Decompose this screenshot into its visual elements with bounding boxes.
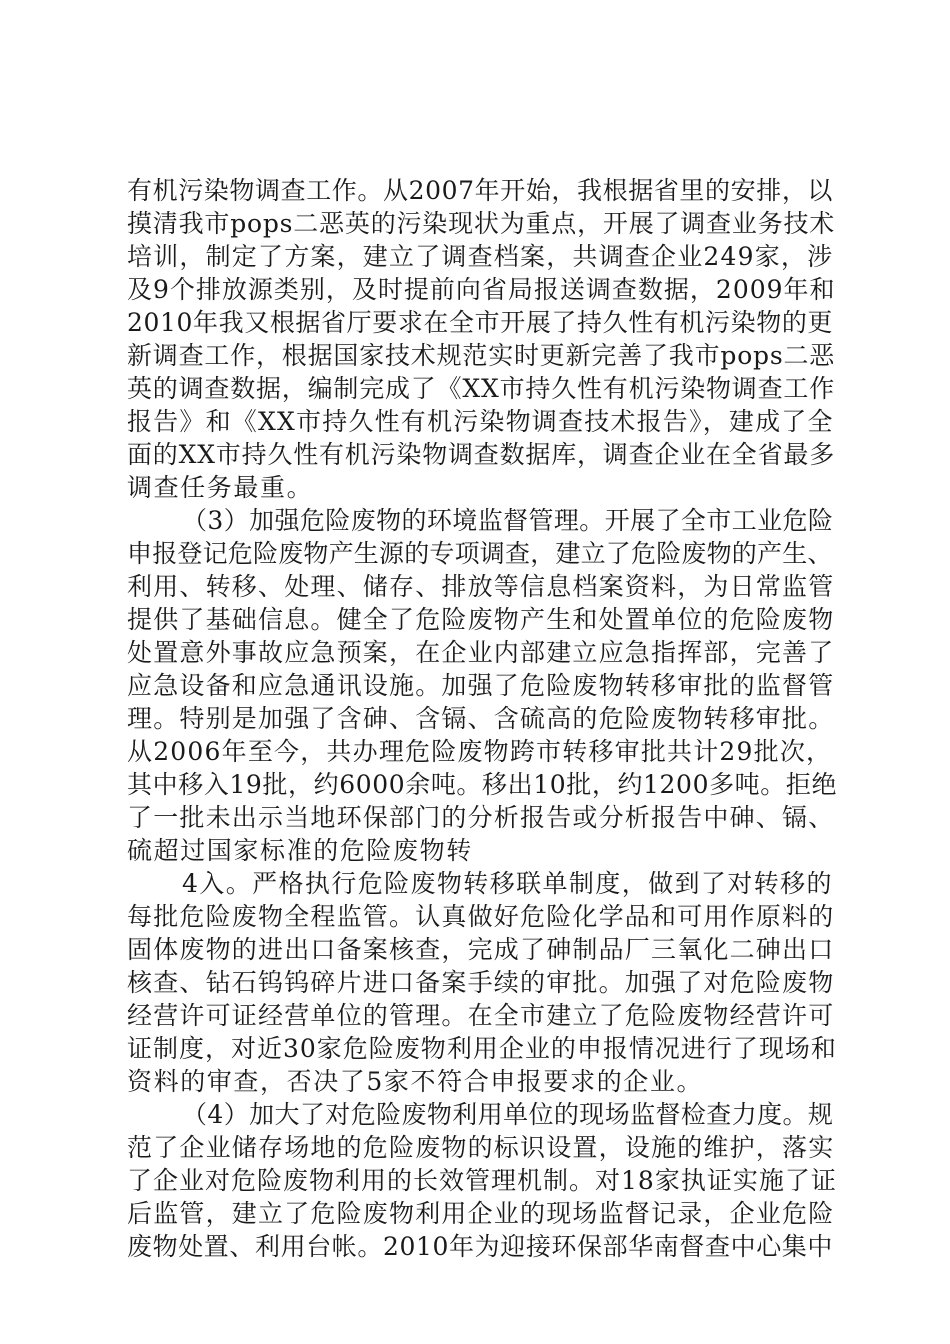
paragraph-start-line: （3）加强危险废物的环境监督管理。开展了全市工业危险 (182, 506, 834, 535)
text-line: 固体废物的进出口备案核查，完成了砷制品厂三氧化二砷出口 (127, 935, 835, 964)
text-line: 新调查工作，根据国家技术规范实时更新完善了我市pops二恶 (127, 341, 836, 370)
paragraph-start-line: 4入。严格执行危险废物转移联单制度，做到了对转移的 (182, 869, 833, 898)
text-line: 证制度，对近30家危险废物利用企业的申报情况进行了现场和 (127, 1034, 837, 1063)
text-line: 调查任务最重。 (127, 473, 314, 502)
text-line: 报告》和《XX市持久性有机污染物调查技术报告》，建成了全 (127, 407, 834, 436)
text-line: 硫超过国家标准的危险废物转 (127, 836, 473, 865)
text-line: 资料的审查，否决了5家不符合申报要求的企业。 (127, 1067, 704, 1096)
text-line: 从2006年至今，共办理危险废物跨市转移审批共计29批次， (127, 737, 833, 766)
text-line: 利用、转移、处理、储存、排放等信息档案资料，为日常监管 (127, 572, 835, 601)
text-line: 应急设备和应急通讯设施。加强了危险废物转移审批的监督管 (127, 671, 835, 700)
text-line: 经营许可证经营单位的管理。在全市建立了危险废物经营许可 (127, 1001, 835, 1030)
text-line: 提供了基础信息。健全了危险废物产生和处置单位的危险废物 (127, 605, 835, 634)
text-line: 2010年我又根据省厅要求在全市开展了持久性有机污染物的更 (127, 308, 834, 337)
text-line: 理。特别是加强了含砷、含镉、含硫高的危险废物转移审批。 (127, 704, 835, 733)
text-line: 范了企业储存场地的危险废物的标识设置，设施的维护，落实 (127, 1133, 835, 1162)
text-line: 其中移入19批，约6000余吨。移出10批，约1200多吨。拒绝 (127, 770, 838, 799)
text-line: 摸清我市pops二恶英的污染现状为重点，开展了调查业务技术 (127, 209, 836, 238)
text-line: 了企业对危险废物利用的长效管理机制。对18家执证实施了证 (127, 1166, 837, 1195)
text-line: 英的调查数据，编制完成了《XX市持久性有机污染物调查工作 (127, 374, 835, 403)
text-line: 申报登记危险废物产生源的专项调查，建立了危险废物的产生、 (127, 539, 833, 568)
text-line: 废物处置、利用台帐。2010年为迎接环保部华南督查中心集中 (127, 1232, 834, 1261)
paragraph-start-line: （4）加大了对危险废物利用单位的现场监督检查力度。规 (182, 1100, 834, 1129)
text-line: 有机污染物调查工作。从2007年开始，我根据省里的安排，以 (127, 176, 834, 205)
text-line: 后监管，建立了危险废物利用企业的现场监督记录，企业危险 (127, 1199, 835, 1228)
text-line: 核查、钻石钨钨碎片进口备案手续的审批。加强了对危险废物 (127, 968, 835, 997)
text-line: 每批危险废物全程监管。认真做好危险化学品和可用作原料的 (127, 902, 835, 931)
text-line: 及9个排放源类别，及时提前向省局报送调查数据，2009年和 (127, 275, 836, 304)
text-line: 了一批未出示当地环保部门的分析报告或分析报告中砷、镉、 (127, 803, 835, 832)
text-line: 处置意外事故应急预案，在企业内部建立应急指挥部，完善了 (127, 638, 835, 667)
text-line: 培训，制定了方案，建立了调查档案，共调查企业249家，涉 (127, 242, 834, 271)
text-line: 面的XX市持久性有机污染物调查数据库，调查企业在全省最多 (127, 440, 835, 469)
